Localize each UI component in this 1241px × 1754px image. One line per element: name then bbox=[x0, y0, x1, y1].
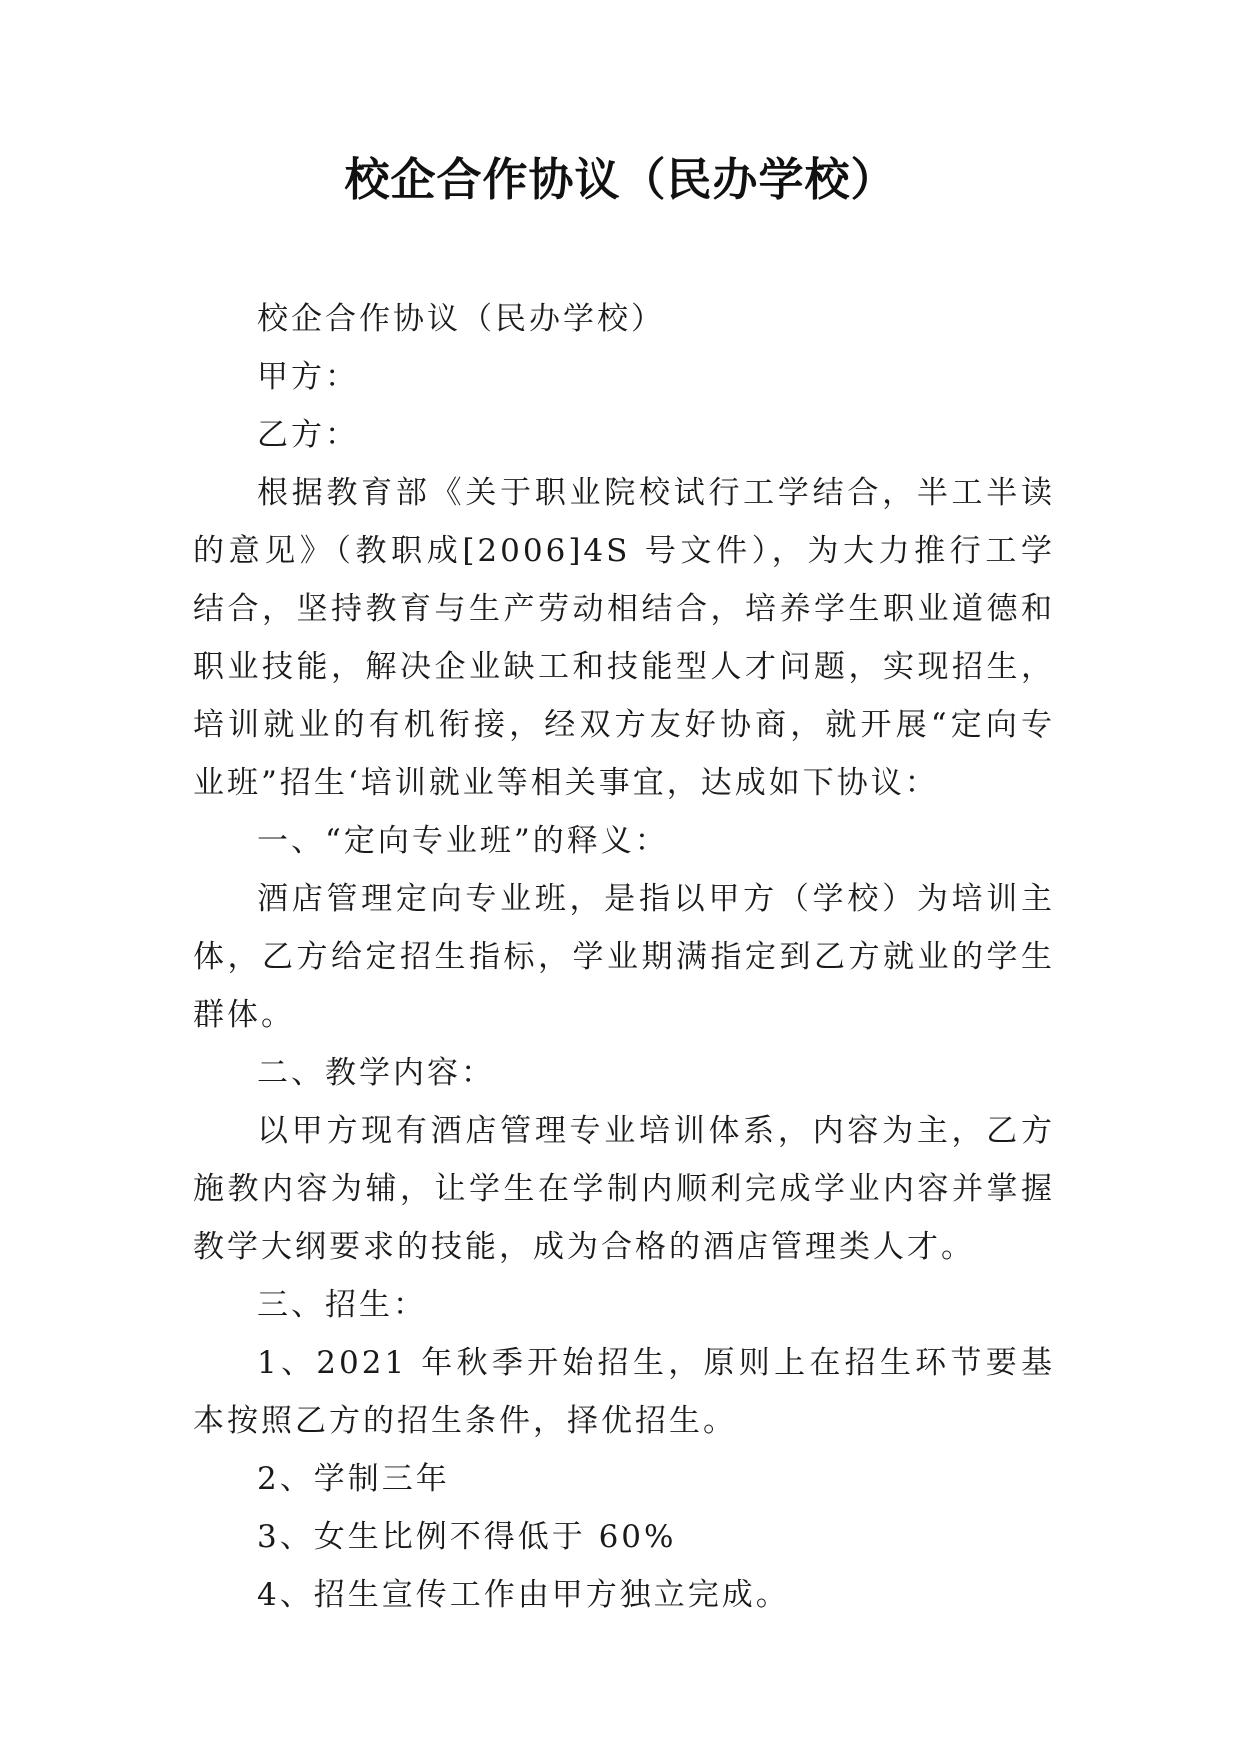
document-body bbox=[193, 290, 1055, 1624]
paragraph-party-a: 甲方： bbox=[257, 359, 359, 395]
section-heading-enrollment: 三、招生： bbox=[257, 1287, 427, 1323]
list-item-enrollment-3: 3、女生比例不得低于 60% bbox=[257, 1519, 677, 1555]
list-item-enrollment-4: 4、招生宣传工作由甲方独立完成。 bbox=[257, 1577, 790, 1613]
paragraph-preamble: 根据教育部《关于职业院校试行工学结合，半工半读的意见》（教职成[2006]4S 号文件），为大力推行工学结合，坚持教育与生产劳动相结合，培养学生职业道德和职业技能，解决企业缺工和技能型人才问题，实现招生，培训就业的有机衔接，经双方友好协商，就开展“定向专业班”招生‘培训就业等相关事宜，达成如下协议： bbox=[193, 475, 1055, 801]
paragraph-subtitle: 校企合作协议（民办学校） bbox=[257, 301, 665, 337]
section-heading-teaching: 二、教学内容： bbox=[257, 1055, 495, 1091]
section-heading-definition: 一、“定向专业班”的释义： bbox=[257, 823, 669, 859]
list-item-enrollment-1: 1、2021 年秋季开始招生，原则上在招生环节要基本按照乙方的招生条件，择优招生。 bbox=[193, 1345, 1055, 1439]
document-title: 校企合作协议（民办学校） bbox=[344, 153, 897, 206]
paragraph-definition: 酒店管理定向专业班，是指以甲方（学校）为培训主体，乙方给定招生指标，学业期满指定到乙方就业的学生群体。 bbox=[193, 881, 1055, 1033]
list-item-enrollment-2: 2、学制三年 bbox=[257, 1461, 450, 1497]
paragraph-teaching: 以甲方现有酒店管理专业培训体系，内容为主，乙方施教内容为辅，让学生在学制内顺利完成学业内容并掌握教学大纲要求的技能，成为合格的酒店管理类人才。 bbox=[193, 1113, 1055, 1265]
paragraph-party-b: 乙方： bbox=[257, 417, 359, 453]
